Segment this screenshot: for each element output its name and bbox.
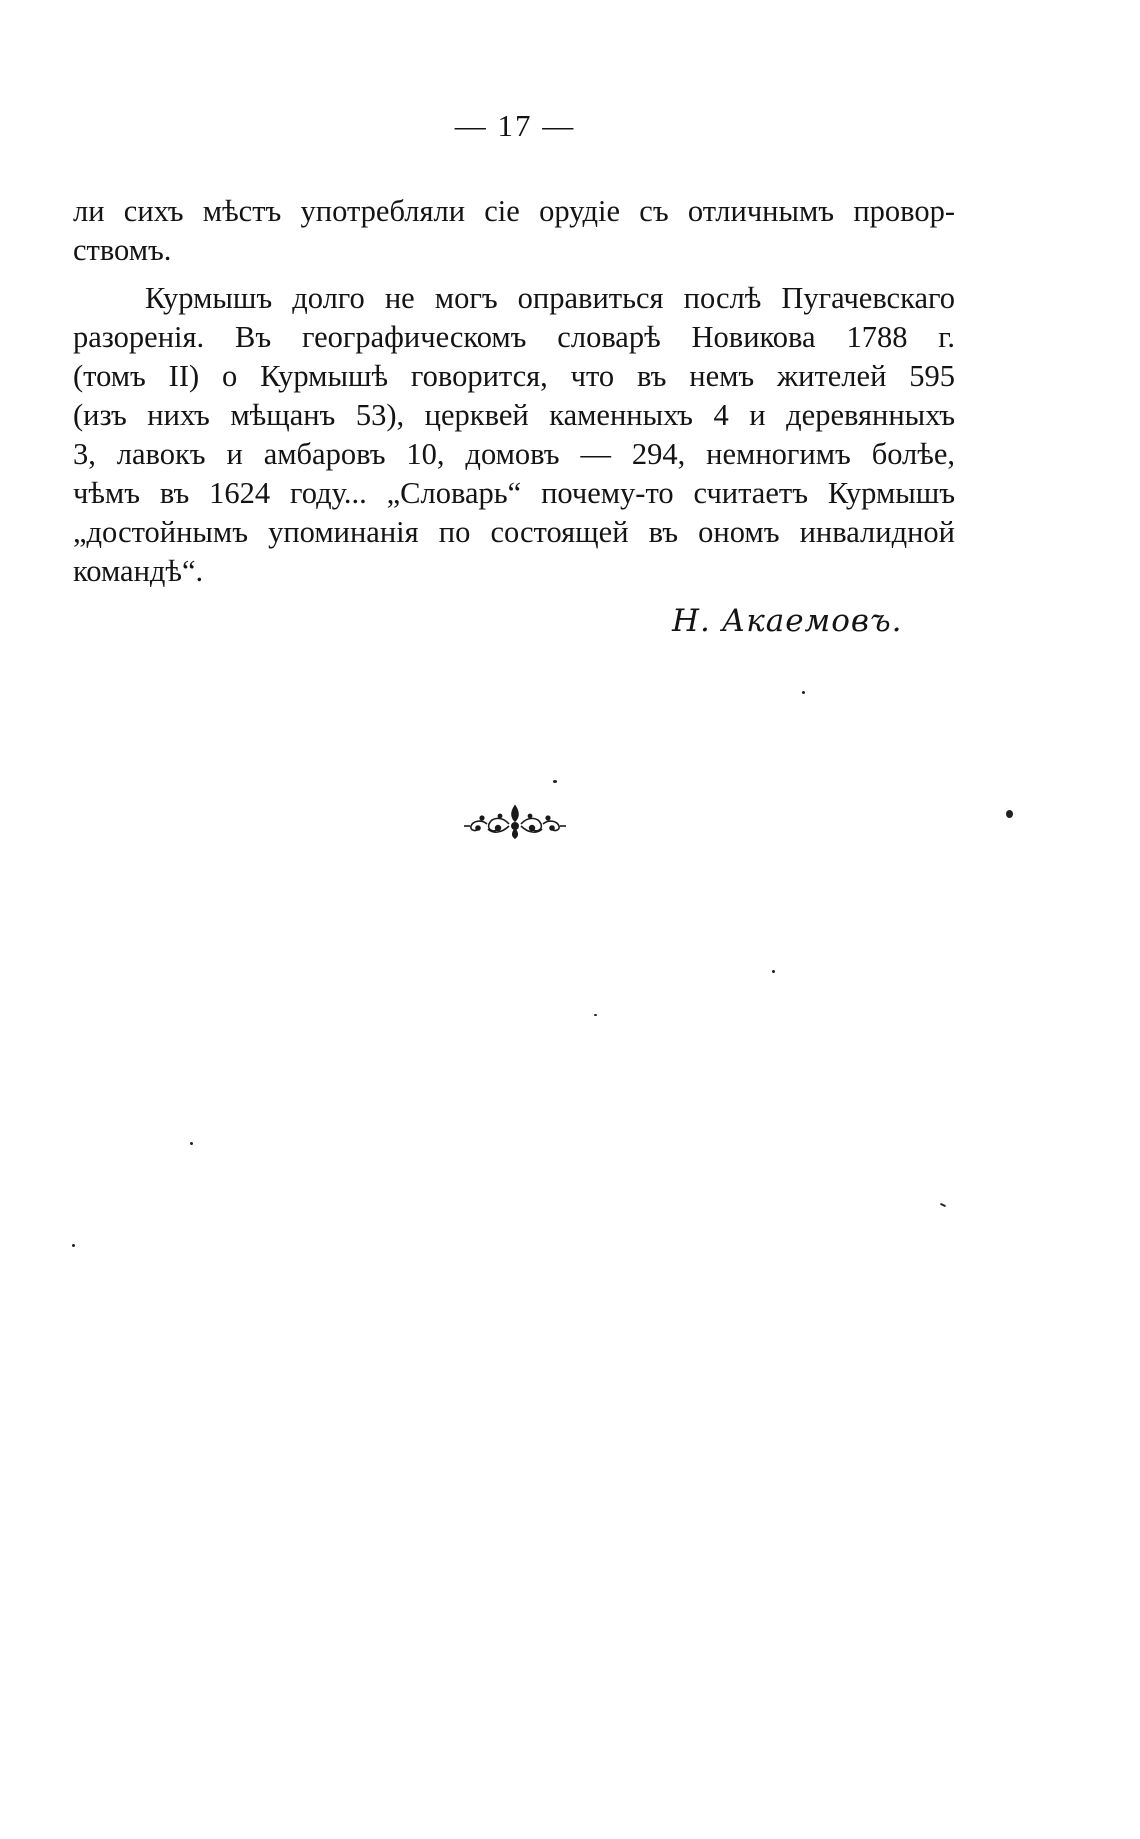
scan-speck [772, 970, 775, 973]
page-number: — 17 — [454, 108, 576, 143]
body-text [73, 192, 955, 591]
text-line: Курмышъ долго не могъ оправиться послѣ Пугачевскаго [145, 281, 955, 315]
text-line: чѣмъ въ 1624 году... „Словарь“ почему-то считаетъ Курмышъ [73, 476, 955, 510]
text-line: (изъ нихъ мѣщанъ 53), церквей каменныхъ 4 и деревянныхъ [73, 398, 955, 432]
text-line: (томъ II) о Курмышѣ говорится, что въ немъ жителей 595 [73, 359, 955, 393]
text-line: ли сихъ мѣстъ употребляли сіе орудіе съ отличнымъ провор- [73, 194, 955, 228]
paragraph [73, 279, 955, 591]
scan-speck [190, 1142, 193, 1145]
text-line: командѣ“. [73, 554, 204, 588]
scan-speck [594, 1014, 597, 1016]
text-line: ствомъ. [73, 233, 172, 267]
text-line: 3, лавокъ и амбаровъ 10, домовъ — 294, немногимъ болѣе, [73, 437, 955, 471]
text-line: разоренія. Въ географическомъ словарѣ Новикова 1788 г. [73, 320, 955, 354]
scan-speck [940, 1203, 946, 1207]
floral-ornament-icon [462, 802, 568, 840]
text-line: „достойнымъ упоминанія по состоящей въ ономъ инвалидной [73, 515, 955, 549]
scan-speck [802, 691, 805, 694]
signature: Н. Акаемовъ. [672, 603, 903, 639]
scan-speck [1006, 810, 1013, 818]
scan-speck [72, 1244, 75, 1247]
scan-speck [553, 780, 557, 783]
paragraph [73, 192, 955, 270]
